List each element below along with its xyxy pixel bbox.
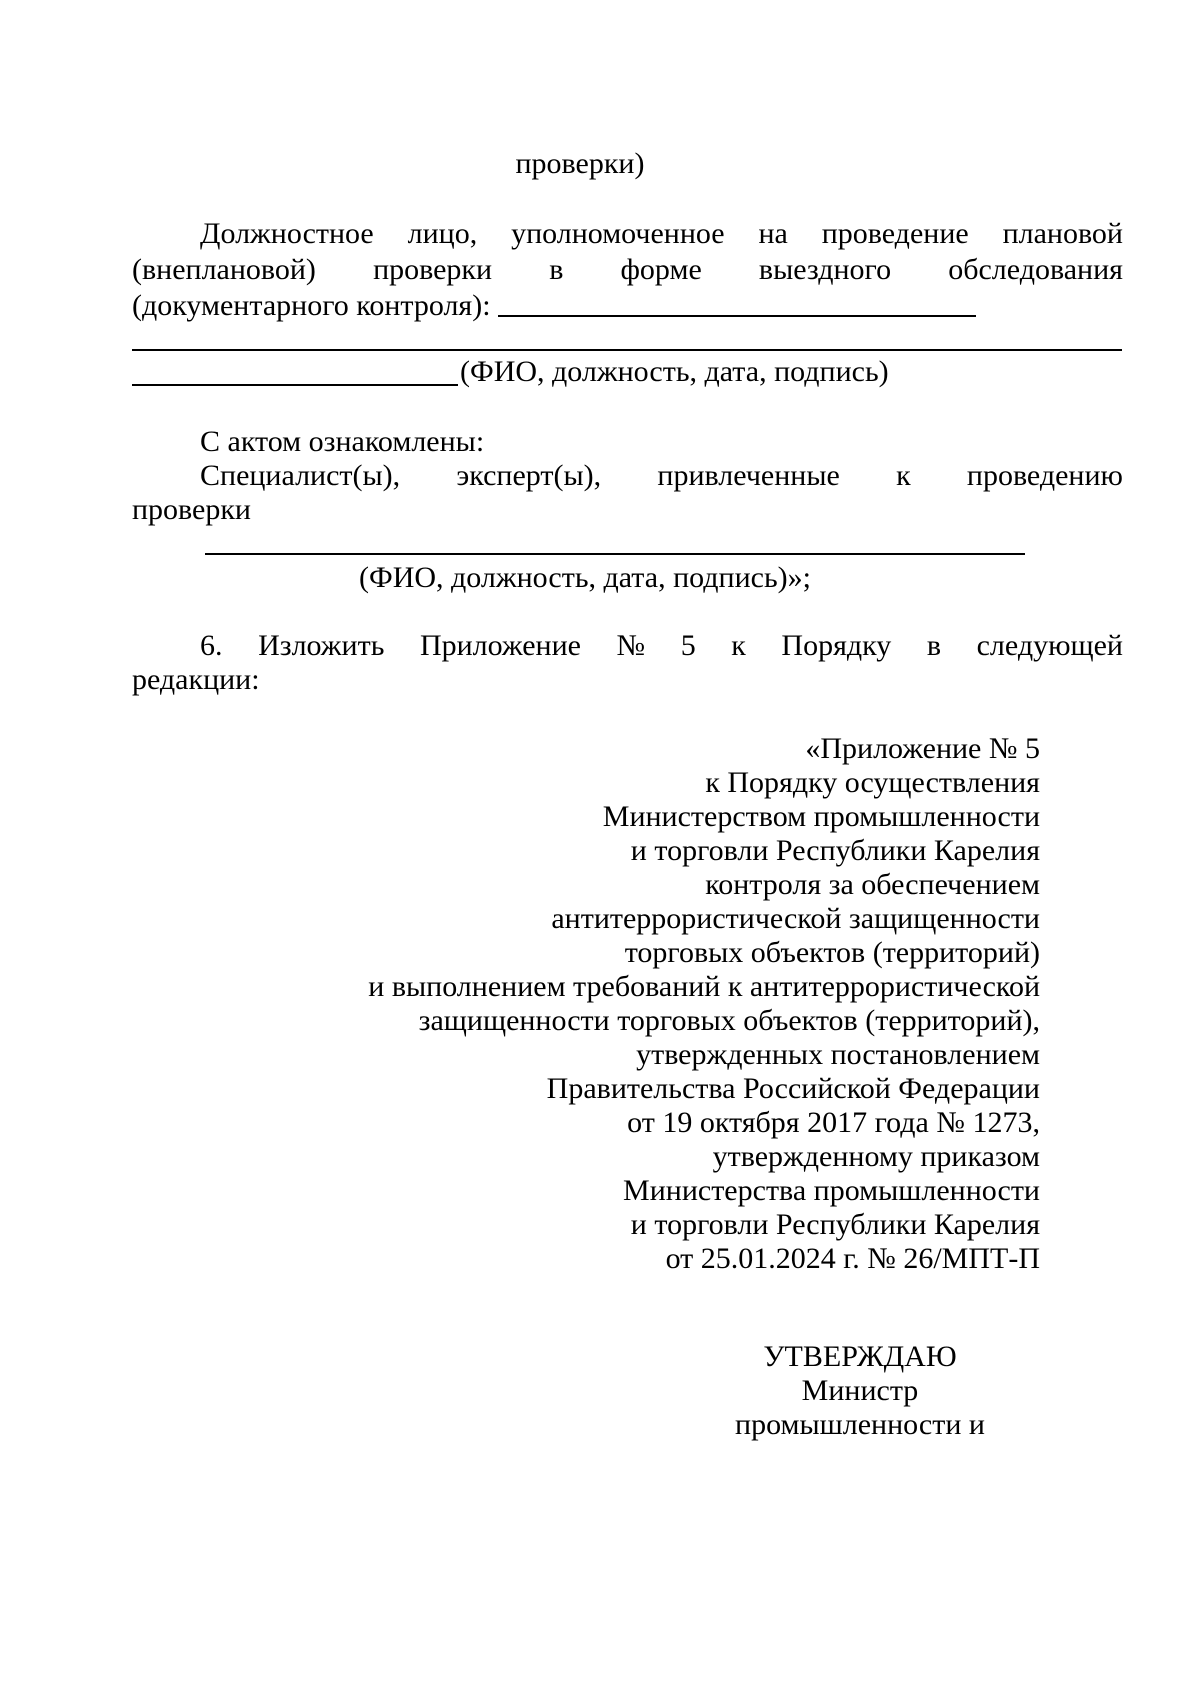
acquainted-line-2: проверки	[132, 493, 251, 526]
experts-signature-caption: (ФИО, должность, дата, подпись)»;	[359, 561, 811, 594]
approval-block	[720, 1340, 1000, 1442]
word: Изложить	[258, 629, 385, 662]
approval-line: Министр	[801, 1374, 919, 1407]
appendix-line: Правительства Российской Федерации	[546, 1072, 1040, 1105]
word: проведение	[821, 217, 969, 250]
appendix-line: контроля за обеспечением	[705, 868, 1040, 901]
word: привлеченные	[657, 459, 840, 492]
word: Порядку	[781, 629, 892, 662]
word: обследования	[948, 253, 1123, 286]
appendix-line: антитеррористической защищенности	[551, 902, 1040, 935]
word: в	[926, 629, 942, 662]
official-line-3-label: (документарного контроля):	[132, 289, 491, 322]
appendix-line: и выполнением требований к антитеррористической	[368, 970, 1040, 1003]
appendix-header	[240, 732, 1040, 1276]
word: проведению	[966, 459, 1123, 492]
word: лицо,	[407, 217, 478, 250]
appendix-line: Министерством промышленности	[602, 800, 1040, 833]
experts-signature-line	[205, 553, 1025, 555]
appendix-line: «Приложение № 5	[805, 732, 1040, 765]
official-line-2	[132, 252, 1123, 288]
word: к	[896, 459, 911, 492]
appendix-line: к Порядку осуществления	[705, 766, 1040, 799]
continuation-text: проверки)	[515, 147, 645, 180]
acquainted-heading: С актом ознакомлены:	[200, 425, 485, 458]
clause-6-line-1	[200, 628, 1123, 664]
acquainted-line-1	[200, 458, 1123, 494]
word: Специалист(ы),	[200, 459, 401, 492]
word: №	[616, 629, 646, 662]
appendix-line: от 25.01.2024 г. № 26/МПТ-П	[665, 1242, 1040, 1275]
official-line-1	[200, 216, 1123, 252]
word: 5	[680, 629, 696, 662]
word: плановой	[1002, 217, 1123, 250]
word: уполномоченное	[511, 217, 725, 250]
official-name-field-line	[498, 315, 976, 317]
official-signature-caption: (ФИО, должность, дата, подпись)	[460, 355, 889, 388]
word: эксперт(ы),	[456, 459, 602, 492]
official-full-width-line	[132, 349, 1122, 351]
approval-line: промышленности и	[735, 1408, 985, 1441]
appendix-line: утвержденных постановлением	[636, 1038, 1040, 1071]
word: (внеплановой)	[132, 253, 316, 286]
appendix-line: защищенности торговых объектов (территорий),	[418, 1004, 1040, 1037]
word: Приложение	[419, 629, 581, 662]
clause-6-line-2: редакции:	[132, 663, 260, 696]
appendix-line: и торговли Республики Карелия	[630, 1208, 1040, 1241]
appendix-line: утвержденному приказом	[712, 1140, 1040, 1173]
word: на	[758, 217, 788, 250]
word: форме	[620, 253, 702, 286]
appendix-line: и торговли Республики Карелия	[630, 834, 1040, 867]
word: Должностное	[200, 217, 374, 250]
word: к	[731, 629, 746, 662]
word: выездного	[758, 253, 892, 286]
approval-title: УТВЕРЖДАЮ	[763, 1340, 957, 1373]
word: в	[549, 253, 564, 286]
word: следующей	[976, 629, 1123, 662]
appendix-line: от 19 октября 2017 года № 1273,	[627, 1106, 1040, 1139]
word: 6.	[200, 629, 223, 662]
official-signature-short-line	[132, 384, 458, 386]
appendix-line: торговых объектов (территорий)	[624, 936, 1040, 969]
appendix-line: Министерства промышленности	[623, 1174, 1040, 1207]
word: проверки	[373, 253, 493, 286]
